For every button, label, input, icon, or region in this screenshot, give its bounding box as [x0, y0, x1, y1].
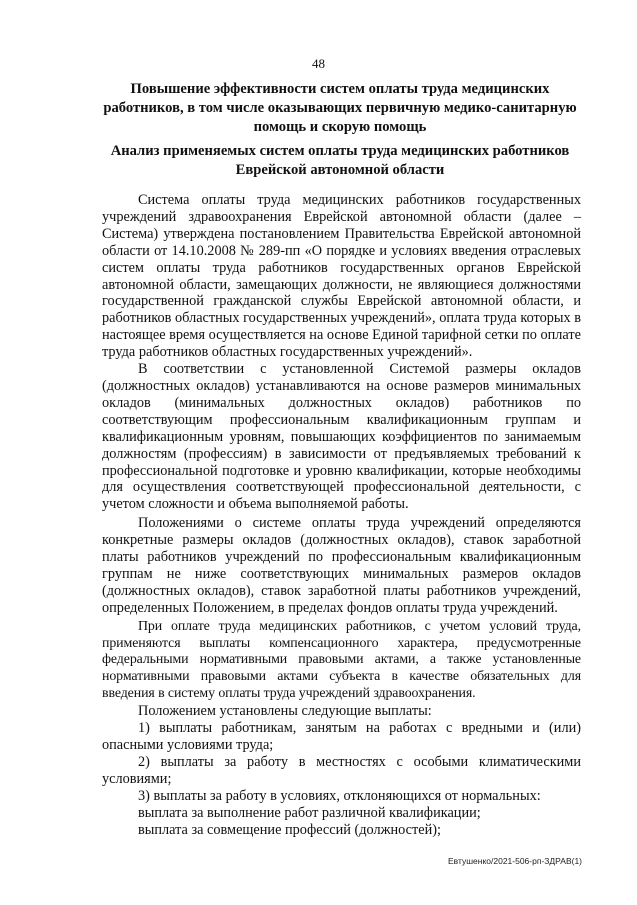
paragraph-system-approval: Система оплаты труда медицинских работников государственных учреждений здравоохранения Еврейской автономной области (далее – Система) утверждена постановлением Правительства Еврейской автономной области от 14.10.2008 № 289-пп «О порядке и условиях введения отраслевых систем оплаты труда работников государственных органов Еврейской автономной области, замещающих должности, не являющиеся должностями государственной гражданской службы Еврейской автономной области, и работников областных государственных учреждений», оплата труда которых в настоящее время осуществляется на основе Единой тарифной сетки по оплате труда работников областных государственных учреждений».	[102, 192, 581, 361]
list-item-climate-conditions: 2) выплаты за работу в местностях с особыми климатическими условиями;	[102, 753, 581, 787]
paragraph-regulations: Положениями о системе оплаты труда учреждений определяются конкретные размеры окладов (должностных окладов), ставок заработной платы работников учреждений по профессиональным квалификационным группам не ниже соответствующих минимальных размеров окладов (должностных окладов), ставок заработной платы работников учреждений, определенных Положением, в пределах фондов оплаты труда учреждений.	[102, 515, 581, 616]
list-item-different-qualification: выплата за выполнение работ различной квалификации;	[138, 804, 481, 821]
list-item-abnormal-conditions: 3) выплаты за работу в условиях, отклоняющихся от нормальных:	[138, 787, 541, 804]
list-item-combining-professions: выплата за совмещение профессий (должностей);	[138, 821, 441, 838]
sub-heading: Анализ применяемых систем оплаты труда медицинских работников Еврейской автономной области	[110, 143, 570, 178]
list-item-harmful-conditions: 1) выплаты работникам, занятым на работах с вредными и (или) опасными условиями труда;	[102, 720, 581, 753]
paragraph-compensation: При оплате труда медицинских работников, с учетом условий труда, применяются выплаты компенсационного характера, предусмотренные федеральными нормативными правовыми актами, а также установленные нормативными правовыми актами субъекта в качестве обязательных для введения в систему оплаты труда учреждений здравоохранения.	[102, 618, 581, 702]
page-number: 48	[312, 56, 325, 71]
paragraph-salary-rates: В соответствии с установленной Системой размеры окладов (должностных окладов) устанавливаются на основе размеров минимальных окладов (минимальных должностных окладов) работников по соответствующим профессиональным квалификационным группам и квалификационным уровням, повышающих коэффициентов по занимаемым должностям (профессиям) в зависимости от предъявляемых требований к профессиональной подготовке и уровню квалификации, которые необходимы для осуществления соответствующей профессиональной деятельности, с учетом сложности и объема выполняемой работы.	[102, 361, 581, 513]
main-heading: Повышение эффективности систем оплаты труда медицинских работников, в том числе оказывающих первичную медико-санитарную помощь и скорую помощь	[103, 81, 577, 135]
document-footer-code: Евтушенко/2021-506-рп-ЗДРАВ(1)	[447, 856, 582, 866]
paragraph-payments-intro: Положением установлены следующие выплаты:	[138, 703, 432, 720]
body-text	[102, 192, 581, 838]
